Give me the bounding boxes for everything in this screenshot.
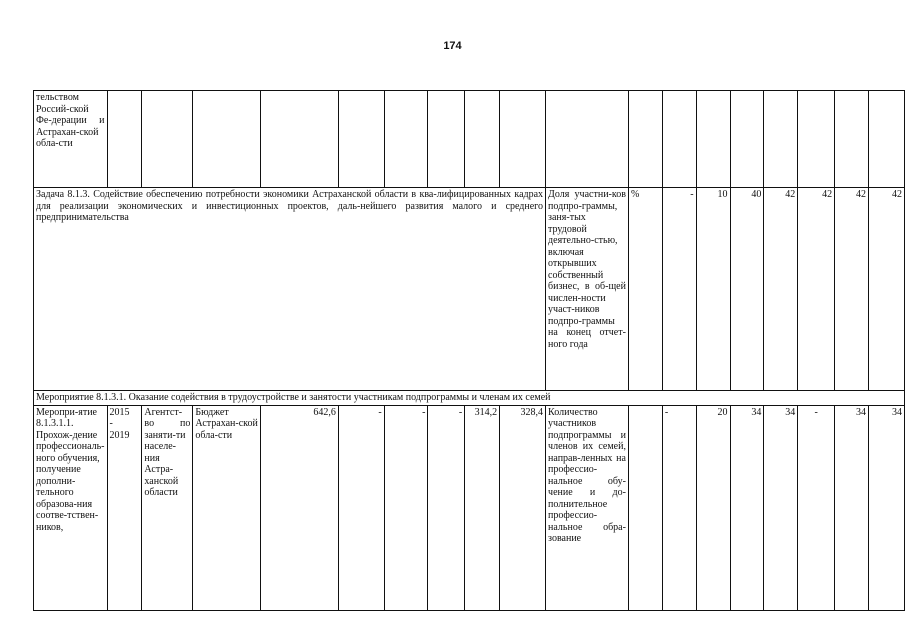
cell-activity-base: -	[662, 405, 696, 610]
cell-activity-total: 642,6	[261, 405, 339, 610]
cell-task-title: Задача 8.1.3. Содействие обеспечению потребности экономики Астраханской области в ква-лифицированных кадрах для реализации экономических и инвестиционных проектов, даль-нейшего развития малого и среднего предпринимательства	[34, 188, 546, 391]
table-row-continuation	[34, 91, 905, 188]
cell-activity-value-1: 20	[696, 405, 730, 610]
cell-task-value-5: 42	[835, 188, 869, 391]
cell-activity-year-5: 328,4	[500, 405, 546, 610]
cell-task-value-6: 42	[869, 188, 905, 391]
cell-activity-year-3: -	[428, 405, 465, 610]
cell-activity-year-1: -	[338, 405, 384, 610]
cell-activity-year-2: -	[384, 405, 428, 610]
cell-task-indicator: Доля участни-ков подпро-граммы, заня-тых трудовой деятельно-стью, включая открывших собственный бизнес, в об-щей числен-ности участ-ников подпро-граммы на конец отчет-ного года	[546, 188, 629, 391]
cell-task-value-3: 42	[764, 188, 798, 391]
cell-activity-year-4: 314,2	[465, 405, 500, 610]
page-number: 174	[443, 40, 462, 52]
cell-activity-header: Мероприятие 8.1.3.1. Оказание содействия в трудоустройстве и занятости участникам подпрограммы и членам их семей	[34, 391, 905, 406]
cell-activity-value-5: 34	[835, 405, 869, 610]
period-end: 2019	[109, 429, 130, 441]
cell-activity-value-3: 34	[764, 405, 798, 610]
cell-activity-executor: Агентст-во по заняти-ти населе-ния Астра-ханской области	[142, 405, 193, 610]
cell-activity-value-6: 34	[869, 405, 905, 610]
cell-activity-unit	[628, 405, 662, 610]
cell-activity-period	[107, 405, 142, 610]
cell-task-unit: %	[628, 188, 662, 391]
cell-activity-value-4: -	[798, 405, 835, 610]
cell-task-value-1: 10	[696, 188, 730, 391]
cell-activity-indicator: Количество участников подпрограммы и членов их семей, направ-ленных на профессио-нальное обу-чение и до-полнительное профессио-нальное обра-зование	[546, 405, 629, 610]
cell-activity-name: Меропри-ятие 8.1.3.1.1. Прохож-дение профессиональ-ного обучения, получение дополни-тельного образова-ния соотве-тствен-ников,	[34, 405, 108, 610]
table-row-activity-header	[34, 391, 905, 406]
program-table	[33, 90, 905, 611]
cell-task-value-2: 40	[730, 188, 764, 391]
cell-activity-source: Бюджет Астрахан-ской обла-сти	[193, 405, 261, 610]
cell-task-base: -	[662, 188, 696, 391]
cell-executor-continuation: тельством Россий-ской Фе-дерации и Астрахан-ской обла-сти	[34, 91, 108, 188]
period-start: 2015	[109, 406, 130, 418]
cell-activity-value-2: 34	[730, 405, 764, 610]
cell-task-value-4: 42	[798, 188, 835, 391]
period-dash: -	[109, 418, 113, 429]
table-row-activity	[34, 405, 905, 610]
table-row-task	[34, 188, 905, 391]
